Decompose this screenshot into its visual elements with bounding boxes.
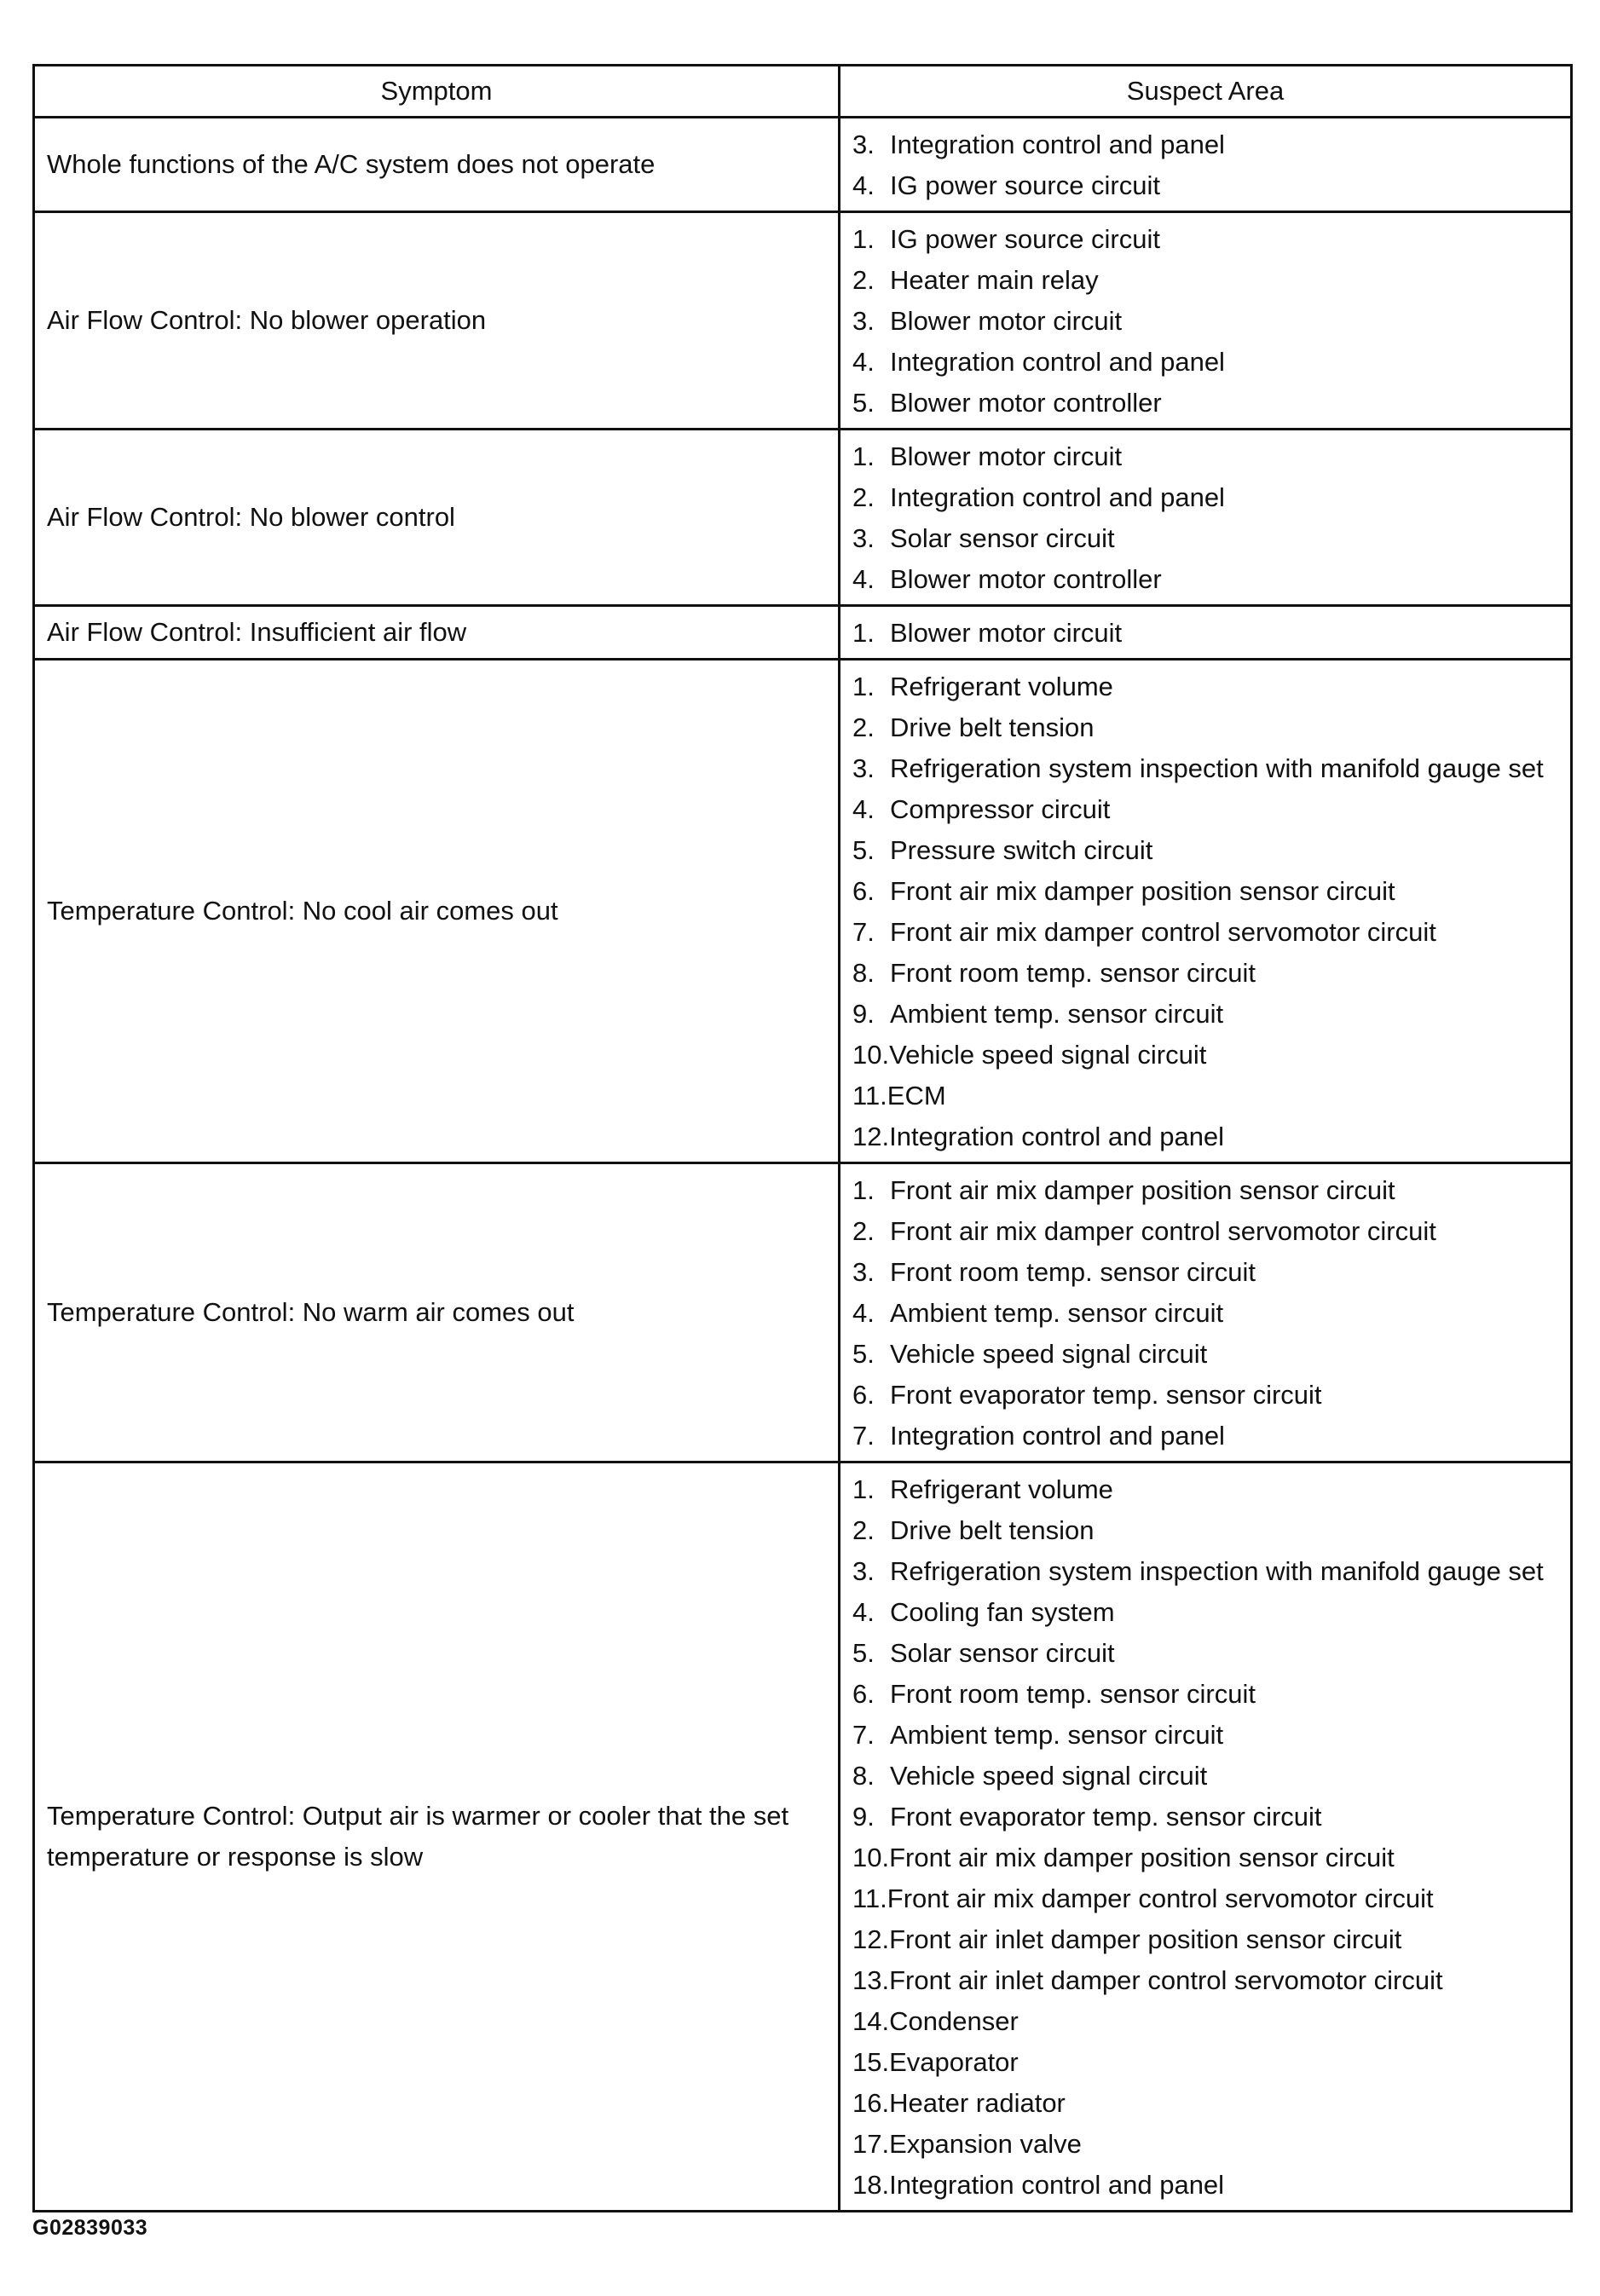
suspect-item [852, 1416, 1558, 1457]
suspect-item [852, 2042, 1558, 2083]
suspect-item-number: 3. [852, 753, 875, 783]
suspect-item-number: 4. [852, 347, 875, 377]
suspect-item [852, 559, 1558, 600]
suspect-item-text: Front air mix damper position sensor circuit [890, 1175, 1395, 1205]
suspect-item-text: Evaporator [889, 2047, 1019, 2077]
suspect-item-text: Front air inlet damper position sensor circuit [889, 1924, 1402, 1954]
suspect-item-text: IG power source circuit [890, 224, 1160, 254]
suspect-item [852, 1035, 1558, 1076]
suspect-area-cell [840, 118, 1572, 212]
suspect-item [852, 165, 1558, 206]
suspect-item-text: Heater main relay [890, 265, 1099, 295]
suspect-item-number: 1. [852, 1474, 875, 1504]
suspect-item [852, 2165, 1558, 2206]
suspect-item [852, 1076, 1558, 1116]
suspect-area-cell [840, 606, 1572, 660]
suspect-item-number: 3. [852, 1257, 875, 1287]
table-row [34, 118, 1572, 212]
suspect-item-text: Cooling fan system [890, 1597, 1115, 1627]
suspect-item-number: 9. [852, 999, 875, 1029]
table-row [34, 606, 1572, 660]
suspect-item-number: 3. [852, 1556, 875, 1586]
suspect-item-text: Front air mix damper control servomotor circuit [890, 917, 1436, 947]
table-body [34, 118, 1572, 2212]
suspect-item-number: 6. [852, 876, 875, 906]
suspect-item-text: Refrigerant volume [890, 672, 1113, 701]
suspect-item [852, 1919, 1558, 1960]
suspect-item-text: Blower motor circuit [890, 306, 1123, 336]
suspect-item [852, 1334, 1558, 1375]
symptom-table [32, 64, 1573, 2212]
suspect-item [852, 1837, 1558, 1878]
suspect-item [852, 953, 1558, 994]
suspect-item-text: Expansion valve [889, 2129, 1082, 2159]
suspect-item-text: Front air inlet damper control servomotor circuit [889, 1965, 1443, 1995]
table-row [34, 430, 1572, 606]
suspect-item-number: 3. [852, 130, 875, 159]
suspect-item [852, 219, 1558, 260]
suspect-item [852, 1797, 1558, 1837]
suspect-list [852, 613, 1558, 654]
suspect-list [852, 124, 1558, 206]
table-row [34, 1163, 1572, 1462]
table-row [34, 1462, 1572, 2212]
suspect-area-cell [840, 1163, 1572, 1462]
suspect-item-text: Blower motor circuit [890, 618, 1123, 648]
suspect-item-text: Solar sensor circuit [890, 523, 1115, 553]
suspect-item-text: Front evaporator temp. sensor circuit [890, 1380, 1322, 1410]
suspect-item-text: Ambient temp. sensor circuit [890, 1298, 1224, 1328]
suspect-item-text: Drive belt tension [890, 712, 1095, 742]
suspect-item [852, 1715, 1558, 1756]
suspect-item-text: Vehicle speed signal circuit [890, 1339, 1208, 1369]
suspect-item-number: 7. [852, 1720, 875, 1750]
suspect-item [852, 613, 1558, 654]
suspect-list [852, 1469, 1558, 2206]
suspect-list [852, 436, 1558, 600]
suspect-item [852, 436, 1558, 477]
symptom-cell: Air Flow Control: No blower control [34, 430, 840, 606]
suspect-item [852, 912, 1558, 953]
suspect-item-number: 13. [852, 1965, 890, 1995]
suspect-item-number: 11. [852, 1081, 887, 1111]
suspect-item-text: Condenser [889, 2006, 1019, 2036]
suspect-item-text: Blower motor controller [890, 564, 1162, 594]
suspect-item-number: 10. [852, 1040, 890, 1070]
suspect-item-number: 17. [852, 2129, 890, 2159]
suspect-item-number: 1. [852, 1175, 875, 1205]
suspect-item-number: 8. [852, 1761, 875, 1791]
suspect-item-text: Front room temp. sensor circuit [890, 1257, 1256, 1287]
suspect-item [852, 666, 1558, 707]
suspect-item-number: 12. [852, 1924, 890, 1954]
suspect-item [852, 477, 1558, 518]
suspect-item-text: Front evaporator temp. sensor circuit [890, 1802, 1322, 1832]
suspect-item [852, 830, 1558, 871]
suspect-item [852, 994, 1558, 1035]
suspect-item-text: Front room temp. sensor circuit [890, 1679, 1256, 1709]
figure-code: G02839033 [32, 2216, 148, 2240]
suspect-item [852, 1592, 1558, 1633]
suspect-item-number: 7. [852, 917, 875, 947]
suspect-item-number: 2. [852, 482, 875, 512]
table-row [34, 660, 1572, 1163]
suspect-item [852, 1960, 1558, 2001]
suspect-item-number: 5. [852, 1638, 875, 1668]
suspect-item-number: 4. [852, 1298, 875, 1328]
suspect-item [852, 1170, 1558, 1211]
suspect-list [852, 219, 1558, 424]
suspect-item-number: 16. [852, 2088, 890, 2118]
table-row [34, 212, 1572, 430]
suspect-item-text: Front air mix damper position sensor circuit [890, 876, 1395, 906]
suspect-item-number: 1. [852, 672, 875, 701]
suspect-item [852, 301, 1558, 342]
suspect-item [852, 707, 1558, 748]
suspect-item-text: Refrigeration system inspection with manifold gauge set [890, 1556, 1544, 1586]
suspect-item-number: 10. [852, 1843, 890, 1872]
suspect-list [852, 666, 1558, 1157]
suspect-area-cell [840, 660, 1572, 1163]
table-header [34, 66, 1572, 118]
suspect-item-text: Blower motor controller [890, 388, 1162, 418]
suspect-area-cell [840, 1462, 1572, 2212]
suspect-item [852, 1510, 1558, 1551]
suspect-item [852, 1674, 1558, 1715]
suspect-item [852, 1551, 1558, 1592]
suspect-item [852, 1116, 1558, 1157]
suspect-item-text: Front air mix damper control servomotor circuit [890, 1216, 1436, 1246]
suspect-item [852, 518, 1558, 559]
suspect-item-text: Solar sensor circuit [890, 1638, 1115, 1668]
suspect-item-number: 4. [852, 564, 875, 594]
suspect-item-number: 5. [852, 1339, 875, 1369]
suspect-item-number: 11. [852, 1884, 887, 1913]
suspect-item [852, 789, 1558, 830]
symptom-cell: Air Flow Control: Insufficient air flow [34, 606, 840, 660]
header-symptom: Symptom [34, 66, 840, 118]
symptom-cell: Whole functions of the A/C system does not operate [34, 118, 840, 212]
suspect-item-text: Refrigerant volume [890, 1474, 1113, 1504]
suspect-item [852, 1756, 1558, 1797]
suspect-item-number: 15. [852, 2047, 890, 2077]
suspect-item-number: 12. [852, 1122, 890, 1151]
suspect-item-text: Vehicle speed signal circuit [890, 1761, 1208, 1791]
suspect-item-number: 4. [852, 794, 875, 824]
suspect-item-text: Ambient temp. sensor circuit [890, 1720, 1224, 1750]
suspect-area-cell [840, 212, 1572, 430]
suspect-item-text: Front room temp. sensor circuit [890, 958, 1256, 988]
suspect-item-number: 1. [852, 224, 875, 254]
suspect-item [852, 871, 1558, 912]
suspect-item-text: IG power source circuit [890, 170, 1160, 200]
suspect-item-number: 4. [852, 170, 875, 200]
suspect-item-number: 1. [852, 618, 875, 648]
symptom-cell: Temperature Control: No cool air comes out [34, 660, 840, 1163]
suspect-item-text: Integration control and panel [890, 347, 1225, 377]
suspect-item [852, 1252, 1558, 1293]
suspect-item-number: 2. [852, 1515, 875, 1545]
suspect-item-text: Integration control and panel [890, 482, 1225, 512]
suspect-item [852, 383, 1558, 424]
header-row [34, 66, 1572, 118]
suspect-item-text: Refrigeration system inspection with manifold gauge set [890, 753, 1544, 783]
suspect-item [852, 1375, 1558, 1416]
suspect-item-text: Ambient temp. sensor circuit [890, 999, 1224, 1029]
suspect-item-text: Pressure switch circuit [890, 835, 1153, 865]
suspect-item-number: 3. [852, 306, 875, 336]
suspect-item-text: Integration control and panel [889, 1122, 1225, 1151]
symptom-cell: Temperature Control: Output air is warmer or cooler that the set temperature or response is slow [34, 1462, 840, 2212]
suspect-item-text: Integration control and panel [889, 2170, 1225, 2200]
suspect-item [852, 1878, 1558, 1919]
suspect-item-text: Compressor circuit [890, 794, 1111, 824]
suspect-item-number: 3. [852, 523, 875, 553]
suspect-item-text: Blower motor circuit [890, 441, 1123, 471]
suspect-item-number: 14. [852, 2006, 890, 2036]
suspect-item-number: 8. [852, 958, 875, 988]
suspect-item [852, 2124, 1558, 2165]
suspect-item [852, 1469, 1558, 1510]
suspect-item [852, 1211, 1558, 1252]
suspect-item-number: 6. [852, 1380, 875, 1410]
suspect-item-text: Vehicle speed signal circuit [889, 1040, 1207, 1070]
suspect-list [852, 1170, 1558, 1457]
suspect-item [852, 342, 1558, 383]
suspect-item-number: 6. [852, 1679, 875, 1709]
suspect-item-number: 2. [852, 1216, 875, 1246]
suspect-item-number: 7. [852, 1421, 875, 1451]
suspect-item-number: 1. [852, 441, 875, 471]
suspect-item-text: Integration control and panel [890, 130, 1225, 159]
header-suspect-area: Suspect Area [840, 66, 1572, 118]
suspect-item-text: Drive belt tension [890, 1515, 1095, 1545]
suspect-item-number: 4. [852, 1597, 875, 1627]
suspect-item [852, 748, 1558, 789]
suspect-item-number: 2. [852, 265, 875, 295]
suspect-item [852, 2083, 1558, 2124]
suspect-item-text: Front air mix damper control servomotor circuit [887, 1884, 1434, 1913]
suspect-item [852, 124, 1558, 165]
suspect-item-number: 5. [852, 388, 875, 418]
suspect-item-number: 2. [852, 712, 875, 742]
suspect-item [852, 1633, 1558, 1674]
suspect-item-number: 5. [852, 835, 875, 865]
symptom-cell: Air Flow Control: No blower operation [34, 212, 840, 430]
suspect-item-text: Front air mix damper position sensor circuit [889, 1843, 1395, 1872]
suspect-item-text: ECM [887, 1081, 946, 1111]
suspect-item-text: Heater radiator [889, 2088, 1066, 2118]
suspect-item [852, 2001, 1558, 2042]
suspect-item-number: 18. [852, 2170, 890, 2200]
suspect-item-text: Integration control and panel [890, 1421, 1225, 1451]
suspect-item [852, 260, 1558, 301]
suspect-area-cell [840, 430, 1572, 606]
suspect-item-number: 9. [852, 1802, 875, 1832]
symptom-cell: Temperature Control: No warm air comes out [34, 1163, 840, 1462]
suspect-item [852, 1293, 1558, 1334]
